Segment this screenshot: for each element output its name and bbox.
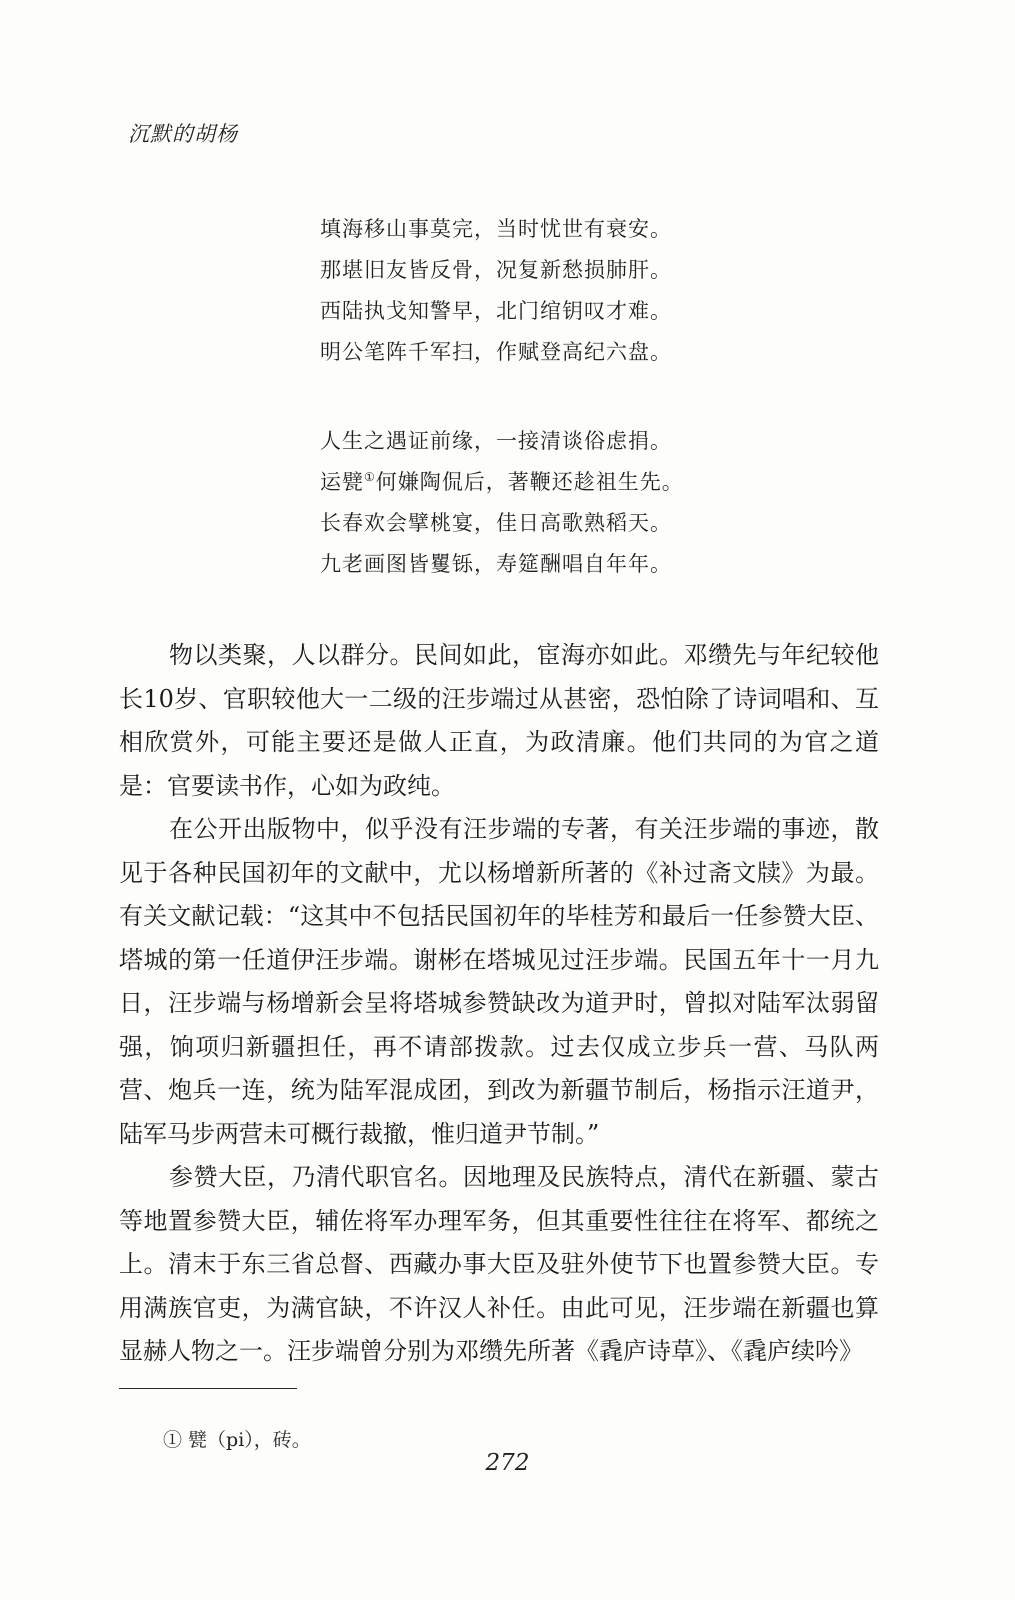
- poem-line: 填海移山事莫完，当时忧世有衰安。: [320, 217, 672, 241]
- body-text: [119, 634, 879, 1374]
- poem-stanza-1: [320, 209, 672, 373]
- poem-line: 长春欢会擘桃宴，佳日高歌熟稻天。: [320, 511, 672, 535]
- footnote-divider: [119, 1388, 297, 1389]
- poem-stanza-2: [320, 421, 684, 585]
- running-head: 沉默的胡杨: [128, 122, 238, 146]
- poem-text: 运甓: [320, 470, 364, 494]
- paragraph: 参赞大臣，乃清代职官名。因地理及民族特点，清代在新疆、蒙古等地置参赞大臣，辅佐将军办理军务，但其重要性往往在将军、都统之上。清末于东三省总督、西藏办事大臣及驻外使节下也置参赞大臣。专用满族官吏，为满官缺，不许汉人补任。由此可见，汪步端在新疆也算显赫人物之一。汪步端曾分别为邓缵先所著《毳庐诗草》、《毳庐续吟》: [119, 1163, 879, 1365]
- footnote: ① 甓（pi），砖。: [163, 1429, 311, 1451]
- poem-line-with-footnote: [320, 462, 684, 503]
- paragraph: 在公开出版物中，似乎没有汪步端的专著，有关汪步端的事迹，散见于各种民国初年的文献中，尤以杨增新所著的《补过斋文牍》为最。有关文献记载：“这其中不包括民国初年的毕桂芳和最后一任参赞大臣、塔城的第一任道伊汪步端。谢彬在塔城见过汪步端。民国五年十一月九日，汪步端与杨增新会呈将塔城参赞缺改为道尹时，曾拟对陆军汰弱留强，饷项归新疆担任，再不请部拨款。过去仅成立步兵一营、马队两营、炮兵一连，统为陆军混成团，到改为新疆节制后，杨指示汪道尹，陆军马步两营未可概行裁撤，惟归道尹节制。”: [119, 815, 879, 1148]
- poem-text: 何嫌陶侃后，著鞭还趁祖生先。: [375, 470, 684, 494]
- poem-line: 九老画图皆矍铄，寿筵酬唱自年年。: [320, 552, 672, 576]
- poem-line: 明公笔阵千军扫，作赋登高纪六盘。: [320, 340, 672, 364]
- footnote-marker: ①: [364, 470, 376, 484]
- poem-line: 那堪旧友皆反骨，况复新愁损肺肝。: [320, 258, 672, 282]
- paragraph: 物以类聚，人以群分。民间如此，宦海亦如此。邓缵先与年纪较他长10岁、官职较他大一二级的汪步端过从甚密，恐怕除了诗词唱和、互相欣赏外，可能主要还是做人正直，为政清廉。他们共同的为官之道是：官要读书作，心如为政纯。: [119, 641, 879, 800]
- poem-line: 西陆执戈知警早，北门绾钥叹才难。: [320, 299, 672, 323]
- poem-line: 人生之遇证前缘，一接清谈俗虑捐。: [320, 429, 672, 453]
- page-number: 272: [485, 1450, 530, 1476]
